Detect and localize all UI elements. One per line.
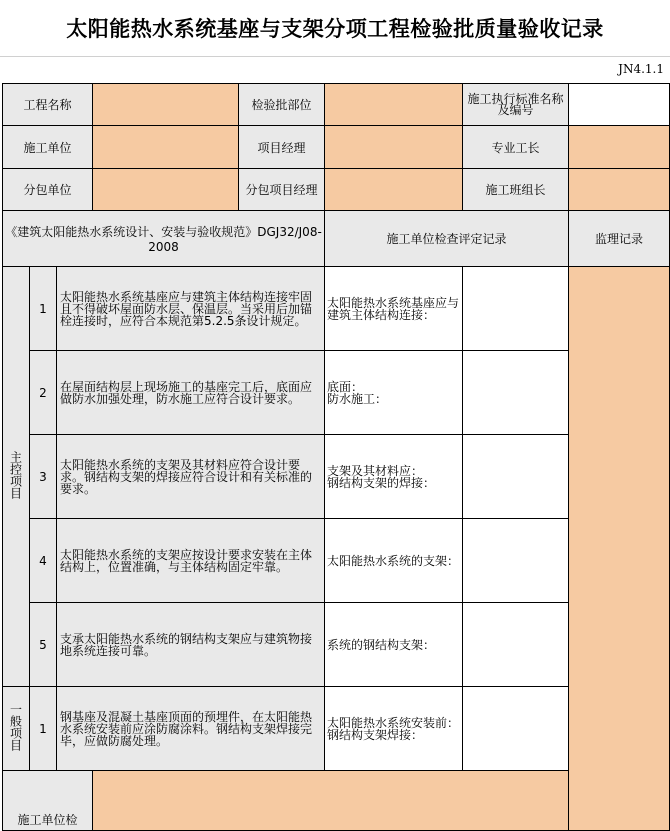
supervision-record-field[interactable] [569, 267, 670, 831]
item-number: 2 [30, 351, 57, 435]
page-title: 太阳能热水系统基座与支架分项工程检验批质量验收记录 [0, 0, 670, 57]
item-check-record: 底面： 防水施工： [325, 351, 463, 435]
project-manager-field[interactable] [325, 126, 463, 169]
item-number: 3 [30, 435, 57, 519]
item-description: 支承太阳能热水系统的钢结构支架应与建筑物接地系统连接可靠。 [57, 603, 325, 687]
form-code: JN4.1.1 [618, 62, 664, 76]
sub-manager-field[interactable] [325, 169, 463, 211]
inspection-part-label: 检验批部位 [239, 84, 325, 126]
item-number: 5 [30, 603, 57, 687]
foreman-field[interactable] [569, 126, 670, 169]
foreman-label: 专业工长 [463, 126, 569, 169]
item-check-record: 系统的钢结构支架： [325, 603, 463, 687]
subcontractor-field[interactable] [93, 169, 239, 211]
check-record-header: 施工单位检查评定记录 [325, 211, 569, 267]
supervision-header: 监理记录 [569, 211, 670, 267]
team-leader-label: 施工班组长 [463, 169, 569, 211]
item-description: 在屋面结构层上现场施工的基座完工后，底面应做防水加强处理，防水施工应符合设计要求。 [57, 351, 325, 435]
item-result-field[interactable] [463, 687, 569, 771]
contractor-check-field[interactable] [93, 771, 569, 831]
item-check-record: 太阳能热水系统安装前： 钢结构支架焊接： [325, 687, 463, 771]
project-name-field[interactable] [93, 84, 239, 126]
item-description: 钢基座及混凝土基座顶面的预埋件，在太阳能热水系统安装前应涂防腐涂料。钢结构支架焊接完毕，应做防腐处理。 [57, 687, 325, 771]
item-description: 太阳能热水系统的支架及其材料应符合设计要求。钢结构支架的焊接应符合设计和有关标准的要求。 [57, 435, 325, 519]
item-check-record: 太阳能热水系统的支架： [325, 519, 463, 603]
general-group [3, 687, 30, 771]
item-number: 4 [30, 519, 57, 603]
project-manager-label: 项目经理 [239, 126, 325, 169]
general-label: 一般项目 [8, 703, 23, 751]
standard-field[interactable] [569, 84, 670, 126]
item-number: 1 [30, 267, 57, 351]
item-result-field[interactable] [463, 435, 569, 519]
item-result-field[interactable] [463, 519, 569, 603]
project-name-label: 工程名称 [3, 84, 93, 126]
standard-label: 施工执行标准名称及编号 [463, 84, 569, 126]
team-leader-field[interactable] [569, 169, 670, 211]
main-control-group [3, 267, 30, 687]
standard-reference: 《建筑太阳能热水系统设计、安装与验收规范》DGJ32/J08-2008 [3, 211, 325, 267]
contractor-label: 施工单位 [3, 126, 93, 169]
item-result-field[interactable] [463, 603, 569, 687]
contractor-field[interactable] [93, 126, 239, 169]
subcontractor-label: 分包单位 [3, 169, 93, 211]
item-check-record: 太阳能热水系统基座应与建筑主体结构连接： [325, 267, 463, 351]
inspection-part-field[interactable] [325, 84, 463, 126]
item-description: 太阳能热水系统的支架应按设计要求安装在主体结构上，位置准确，与主体结构固定牢靠。 [57, 519, 325, 603]
item-result-field[interactable] [463, 351, 569, 435]
contractor-check-label: 施工单位检 [3, 771, 93, 831]
sub-manager-label: 分包项目经理 [239, 169, 325, 211]
item-number: 1 [30, 687, 57, 771]
item-result-field[interactable] [463, 267, 569, 351]
record-table [2, 83, 670, 831]
item-description: 太阳能热水系统基座应与建筑主体结构连接牢固且不得破坏屋面防水层、保温层。当采用后加锚栓连接时，应符合本规范第5.2.5条设计规定。 [57, 267, 325, 351]
main-control-label: 主控项目 [8, 451, 23, 499]
item-check-record: 支架及其材料应： 钢结构支架的焊接： [325, 435, 463, 519]
